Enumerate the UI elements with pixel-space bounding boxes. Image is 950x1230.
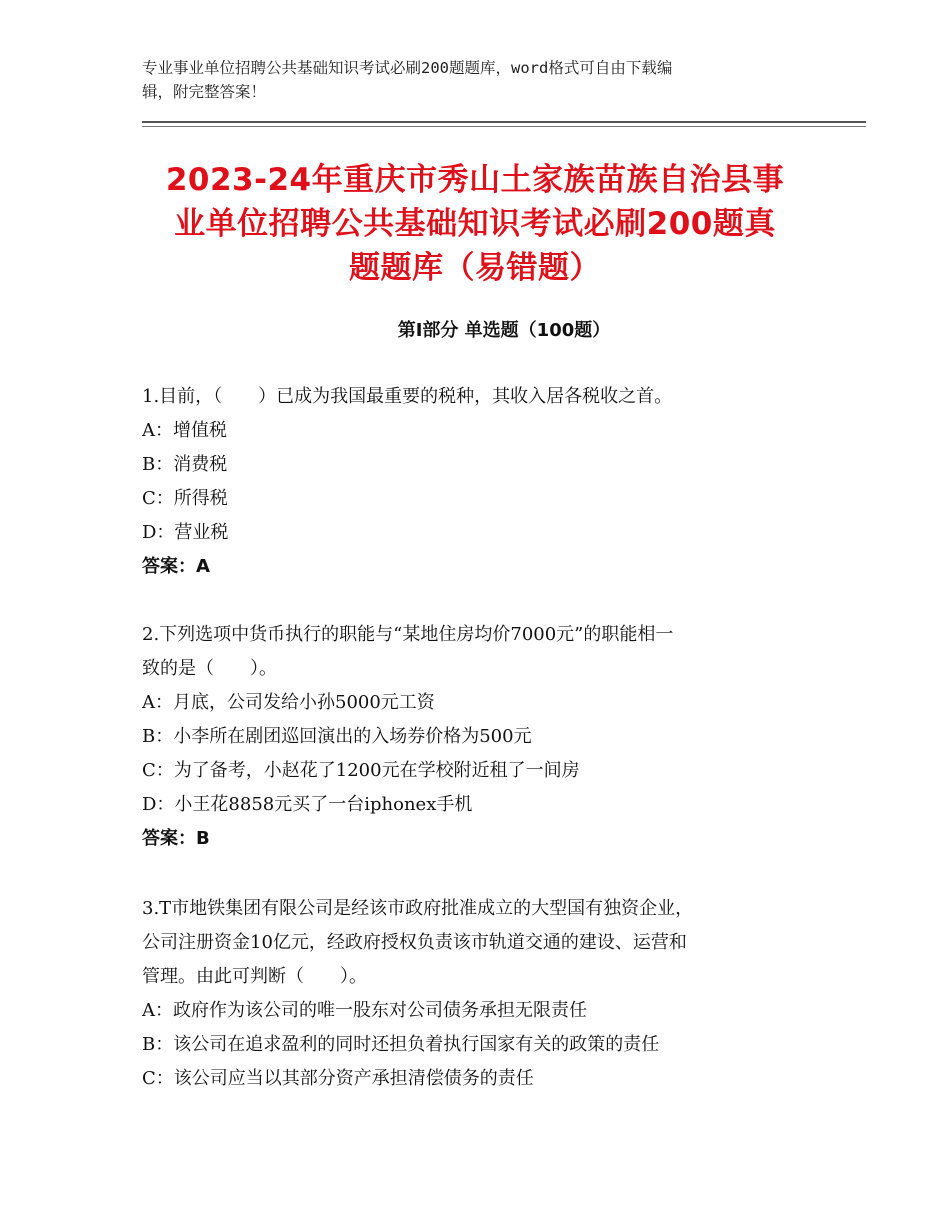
header-note-line: 专业事业单位招聘公共基础知识考试必刷200题题库，word格式可自由下载编	[142, 59, 673, 77]
question-2	[142, 618, 812, 856]
header-note	[142, 56, 792, 104]
document-title	[130, 158, 820, 290]
option-d: D：营业税	[142, 522, 229, 543]
option-a: A：增值税	[142, 420, 227, 441]
question-stem: 管理。由此可判断（ ）。	[142, 966, 367, 987]
option-c: C：所得税	[142, 488, 228, 509]
option-a: A：月底，公司发给小孙5000元工资	[142, 692, 435, 713]
header-divider-thick	[142, 121, 866, 123]
option-d: D：小王花8858元买了一台iphonex手机	[142, 794, 473, 815]
title-line: 题题库（易错题）	[349, 250, 601, 286]
title-line: 业单位招聘公共基础知识考试必刷200题真	[174, 206, 776, 242]
question-stem: 致的是（ ）。	[142, 658, 277, 679]
option-c: C：该公司应当以其部分资产承担清偿债务的责任	[142, 1068, 534, 1089]
title-line: 2023-24年重庆市秀山土家族苗族自治县事	[165, 162, 785, 198]
option-b: B：该公司在追求盈利的同时还担负着执行国家有关的政策的责任	[142, 1034, 660, 1055]
option-b: B：消费税	[142, 454, 228, 475]
question-3	[142, 892, 812, 1096]
header-divider-thin	[142, 126, 866, 127]
section-title: 第Ⅰ部分 单选题（100题）	[397, 320, 611, 341]
answer-label: 答案：A	[142, 556, 210, 577]
header-note-line: 辑，附完整答案！	[142, 83, 267, 101]
question-stem: 公司注册资金10亿元，经政府授权负责该市轨道交通的建设、运营和	[142, 932, 687, 953]
question-stem: 1.目前，（ ）已成为我国最重要的税种，其收入居各税收之首。	[142, 386, 673, 407]
answer-label: 答案：B	[142, 828, 210, 849]
option-b: B：小李所在剧团巡回演出的入场券价格为500元	[142, 726, 532, 747]
option-c: C：为了备考，小赵花了1200元在学校附近租了一间房	[142, 760, 580, 781]
question-stem: 3.T市地铁集团有限公司是经该市政府批准成立的大型国有独资企业，	[142, 898, 694, 919]
option-a: A：政府作为该公司的唯一股东对公司债务承担无限责任	[142, 1000, 587, 1021]
question-stem: 2.下列选项中货币执行的职能与“某地住房均价7000元”的职能相一	[142, 624, 674, 645]
question-1	[142, 380, 812, 584]
